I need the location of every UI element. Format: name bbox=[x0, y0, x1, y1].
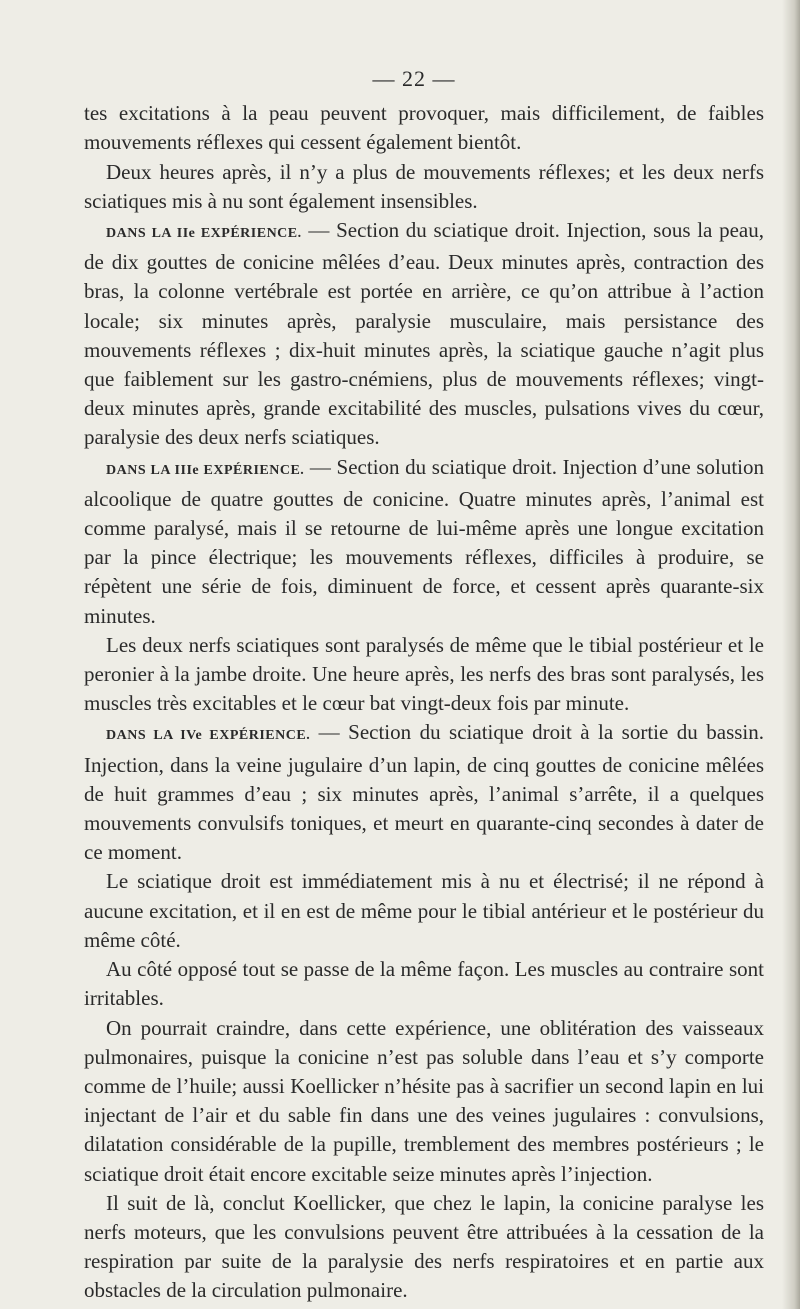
paragraph-5 bbox=[84, 631, 764, 719]
paragraph-2 bbox=[84, 158, 764, 216]
page-number: — 22 — bbox=[372, 66, 456, 91]
paragraph-9 bbox=[84, 1014, 764, 1189]
paragraph-text: — Section du sciatique droit à la sortie du bassin. Injection, dans la veine jugulaire d’un lapin, de cinq gouttes de conicine mêlées de huit grammes d’eau ; six minutes après, l’animal s’arrête, il a quelques mouvements convulsifs toniques, et meurt en quarante-cinq secondes à dater de ce moment. bbox=[84, 720, 765, 865]
paragraph-1 bbox=[84, 99, 764, 157]
paragraph-experiment-3 bbox=[84, 453, 764, 631]
page-edge-shadow bbox=[782, 0, 800, 1309]
paragraph-experiment-4 bbox=[84, 718, 764, 867]
document-page bbox=[84, 64, 764, 1306]
paragraph-text: Le sciatique droit est immédiatement mis à nu et électrisé; il ne répond à aucune excitation, et il en est de même pour le tibial antérieur et le postérieur du même côté. bbox=[84, 869, 764, 952]
experiment-heading: DANS LA IVe EXPÉRIENCE. bbox=[106, 728, 311, 744]
paragraph-text: Les deux nerfs sciatiques sont paralysés de même que le tibial postérieur et le peronier à la jambe droite. Une heure après, les nerfs des bras sont paralysés, les muscles très excitables et le cœur bat vingt-deux fois par minute. bbox=[84, 632, 764, 716]
paragraph-7 bbox=[84, 867, 764, 955]
paragraph-text: Il suit de là, conclut Koellicker, que chez le lapin, la conicine paralyse les nerfs moteurs, que les convulsions peuvent être attribuées à la cessation de la respiration par suite de la paralysie des nerfs respiratoires et en partie aux obstacles de la circulation pulmonaire. bbox=[84, 1190, 764, 1303]
paragraph-experiment-2 bbox=[84, 216, 764, 453]
paragraph-text: — Section du sciatique droit. Injection d’une solution alcoolique de quatre gouttes de conicine. Quatre minutes après, l’animal est comme paralysé, mais il se retourne de lui-même après une longue excitation par la pince électrique; les mouvements réflexes, difficiles à produire, se répètent une série de fois, diminuent de force, et cessent après quarante-six minutes. bbox=[84, 454, 764, 628]
paragraph-10 bbox=[84, 1189, 764, 1306]
paragraph-text: tes excitations à la peau peuvent provoquer, mais difficilement, de faibles mouvements réflexes qui cessent également bientôt. bbox=[84, 101, 764, 155]
paragraph-8 bbox=[84, 955, 764, 1013]
experiment-heading: DANS LA IIIe EXPÉRIENCE. bbox=[106, 462, 305, 478]
paragraph-text: — Section du sciatique droit. Injection, sous la peau, de dix gouttes de conicine mêlées d’eau. Deux minutes après, contraction des bras, la colonne vertébrale est portée en arrière, ce qu’on attribue à l’action locale; six minutes après, paralysie musculaire, mais persistance des mouvements réflexes ; dix-huit minutes après, la sciatique gauche n’agit plus que faiblement sur les gastro-cnémiens, plus de mouvements réflexes; vingt-deux minutes après, grande excitabilité des muscles, pulsations vives du cœur, paralysie des deux nerfs sciatiques. bbox=[84, 218, 764, 450]
paragraph-text: Deux heures après, il n’y a plus de mouvements réflexes; et les deux nerfs sciatiques mis à nu sont également insensibles. bbox=[84, 159, 764, 213]
paragraph-text: Au côté opposé tout se passe de la même façon. Les muscles au contraire sont irritables. bbox=[84, 957, 764, 1011]
paragraph-text: On pourrait craindre, dans cette expérience, une oblitération des vaisseaux pulmonaires, puisque la conicine n’est pas soluble dans l’eau et s’y comporte comme de l’huile; aussi Koellicker n’hésite pas à sacrifier un second lapin en lui injectant de l’air et du sable fin dans une des veines jugulaires : convulsions, dilatation considérable de la pupille, tremblement des membres postérieurs ; le sciatique droit était encore excitable seize minutes après l’injection. bbox=[84, 1015, 764, 1186]
experiment-heading: DANS LA IIe EXPÉRIENCE. bbox=[106, 226, 302, 242]
